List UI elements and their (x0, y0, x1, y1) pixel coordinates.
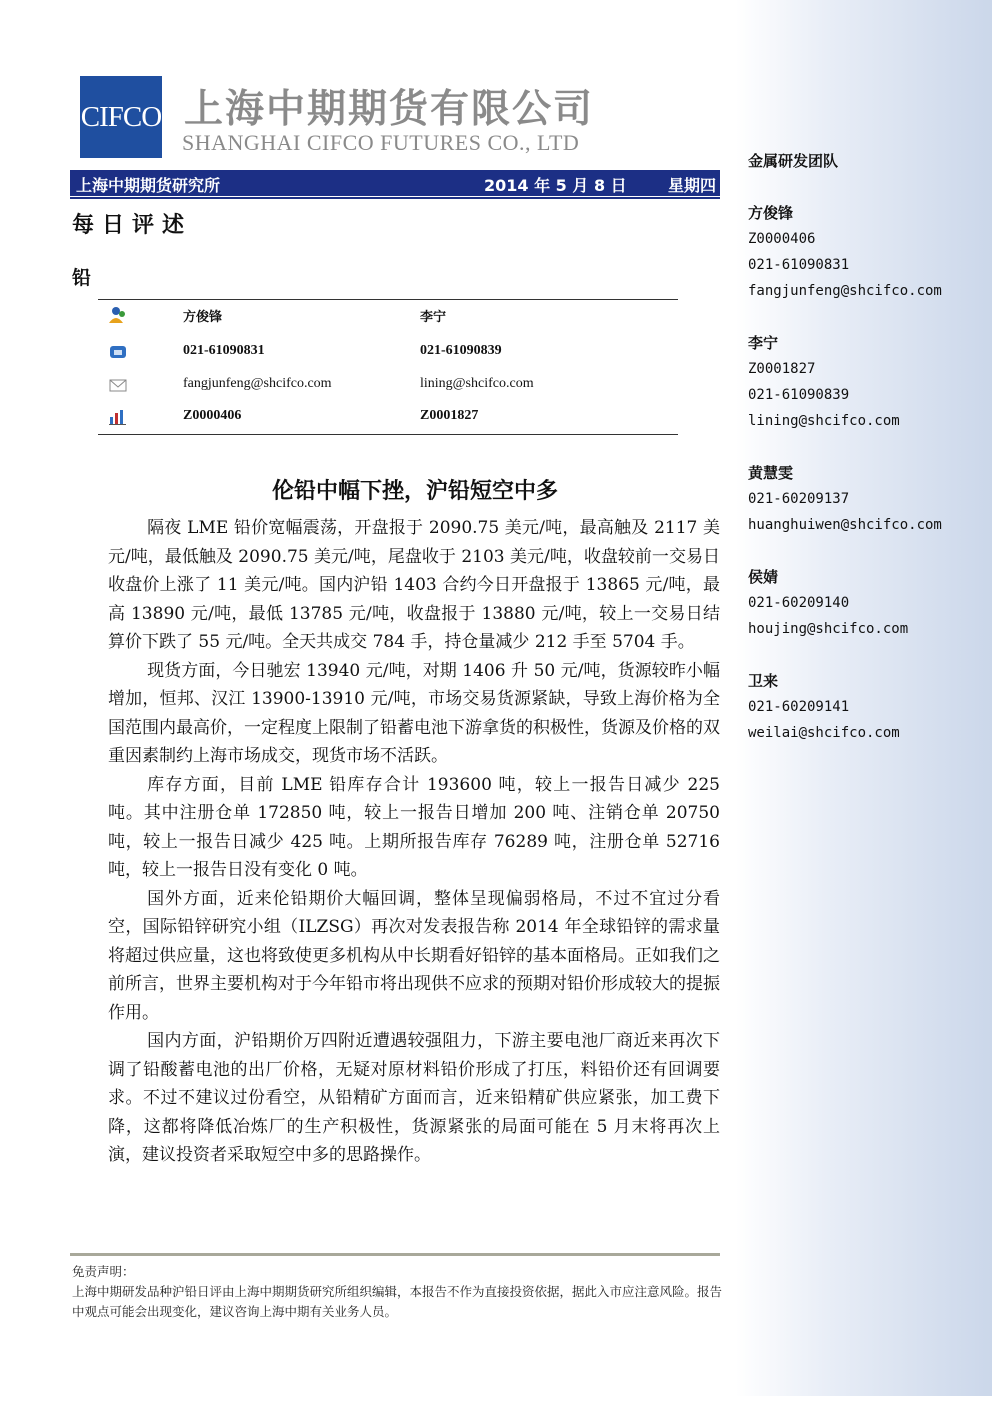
contact-row-names (98, 304, 678, 328)
contact-row-phones (98, 341, 678, 365)
analyst-2 (748, 330, 900, 434)
analyst-phone: 021-61090839 (748, 387, 850, 403)
contact-email[interactable]: fangjunfeng@shcifco.com (183, 376, 332, 391)
article-paragraph: 国外方面，近来伦铅期价大幅回调，整体呈现偏弱格局，不过不宜过分看空，国际铅锌研究小组（ILZSG）再次对发表报告称 2014 年全球铅锌的需求量将超过供应量，这也将致使更多机构从中长期看好铅锌的基本面格局。正如我们之前所言，世界主要机构对于今年铅市将出现供不应求的预期对铅价形成较大的提振作用。 (108, 888, 720, 1023)
person-icon (108, 306, 128, 324)
analyst-name: 方俊锋 (748, 204, 794, 222)
contact-row-ids (98, 406, 678, 430)
analyst-phone: 021-60209140 (748, 595, 850, 611)
contact-name: 方俊锋 (183, 310, 223, 325)
header-underline (70, 197, 720, 199)
disclaimer-text: 上海中期研发品种沪铅日评由上海中期期货研究所组织编辑，本报告不作为直接投资依据，据此入市应注意风险。报告中观点可能会出现变化，建议咨询上海中期有关业务人员。 (72, 1284, 723, 1319)
analyst-3 (748, 460, 942, 538)
commodity-title: 铅 (72, 267, 92, 289)
analyst-phone: 021-60209141 (748, 699, 850, 715)
analyst-email[interactable]: huanghuiwen@shcifco.com (748, 517, 942, 533)
disclaimer-title: 免责声明： (72, 1264, 135, 1279)
team-title: 金属研发团队 (748, 152, 839, 170)
report-weekday: 星期四 (667, 176, 716, 195)
company-name-cn: 上海中期期货有限公司 (184, 87, 595, 132)
analyst-name: 卫来 (748, 672, 779, 690)
analyst-4 (748, 564, 908, 642)
analyst-1 (748, 200, 942, 304)
contact-phone: 021-61090839 (420, 343, 502, 358)
analyst-phone: 021-60209137 (748, 491, 850, 507)
company-logo: CIFCO (80, 76, 162, 158)
article-paragraph: 库存方面，目前 LME 铅库存合计 193600 吨，较上一报告日减少 225 吨。其中注册仓单 172850 吨，较上一报告日增加 200 吨、注销仓单 20750 吨，较上一报告日减少 425 吨。上期所报告库存 76289 吨，注册仓单 52716 吨，较上一报告日没有变化 0 吨。 (108, 774, 720, 880)
article-paragraph: 国内方面，沪铅期价万四附近遭遇较强阻力，下游主要电池厂商近来再次下调了铅酸蓄电池的出厂价格，无疑对原材料铅价形成了打压，料铅价还有回调要求。不过不建议过份看空，从铅精矿方面而言，近来铅精矿供应紧张，加工费下降，这都将降低冶炼厂的生产积极性，货源紧张的局面可能在 5 月末将再次上演，建议投资者采取短空中多的思路操作。 (108, 1031, 720, 1165)
mail-icon (108, 376, 128, 394)
analyst-id: Z0001827 (748, 361, 816, 377)
report-date: 2014 年 5 月 8 日 (484, 176, 627, 195)
analyst-email[interactable]: lining@shcifco.com (748, 413, 900, 429)
contact-email[interactable]: lining@shcifco.com (420, 376, 534, 391)
article-paragraph: 隔夜 LME 铅价宽幅震荡，开盘报于 2090.75 美元/吨，最高触及 2117 美元/吨，最低触及 2090.75 美元/吨，尾盘收于 2103 美元/吨，收盘较前一交易日收盘价上涨了 11 美元/吨。国内沪铅 1403 合约今日开盘报于 13865 元/吨，最高 13890 元/吨，最低 13785 元/吨，收盘报于 13880 元/吨，较上一交易日结算价下跌了 55 元/吨。全天共成交 784 手，持仓量减少 212 手至 5704 手。 (108, 518, 720, 652)
contact-name: 李宁 (420, 310, 447, 325)
analyst-name: 黄慧雯 (748, 464, 794, 482)
chart-icon (108, 408, 128, 426)
disclaimer-divider (70, 1253, 720, 1256)
analyst-email[interactable]: houjing@shcifco.com (748, 621, 909, 637)
article-paragraph: 现货方面，今日驰宏 13940 元/吨，对期 1406 升 50 元/吨，货源较昨小幅增加，恒邦、汉江 13900-13910 元/吨，市场交易货源紧缺，导致上海价格为全国范围内最高价，一定程度上限制了铅蓄电池下游拿货的积极性，货源及价格的双重因素制约上海市场成交，现货市场不活跃。 (108, 660, 720, 766)
analyst-email[interactable]: weilai@shcifco.com (748, 725, 900, 741)
contact-phone: 021-61090831 (183, 343, 265, 358)
contact-row-emails (98, 374, 678, 398)
article-headline: 伦铅中幅下挫，沪铅短空中多 (271, 479, 558, 504)
contact-id: Z0000406 (183, 408, 242, 423)
disclaimer (72, 1262, 722, 1322)
analyst-phone: 021-61090831 (748, 257, 850, 273)
institute-name: 上海中期期货研究所 (76, 176, 221, 195)
phone-icon (108, 343, 128, 361)
company-name-en: SHANGHAI CIFCO FUTURES CO., LTD (182, 130, 580, 155)
analyst-id: Z0000406 (748, 231, 816, 247)
analyst-email[interactable]: fangjunfeng@shcifco.com (748, 283, 942, 299)
article-body (108, 514, 720, 1170)
header-bar (70, 170, 720, 196)
analyst-name: 李宁 (748, 334, 779, 352)
analyst-name: 侯婧 (748, 568, 779, 586)
section-title: 每日评述 (72, 213, 193, 238)
analyst-5 (748, 668, 900, 746)
contact-table (98, 299, 678, 435)
contact-id: Z0001827 (420, 408, 479, 423)
